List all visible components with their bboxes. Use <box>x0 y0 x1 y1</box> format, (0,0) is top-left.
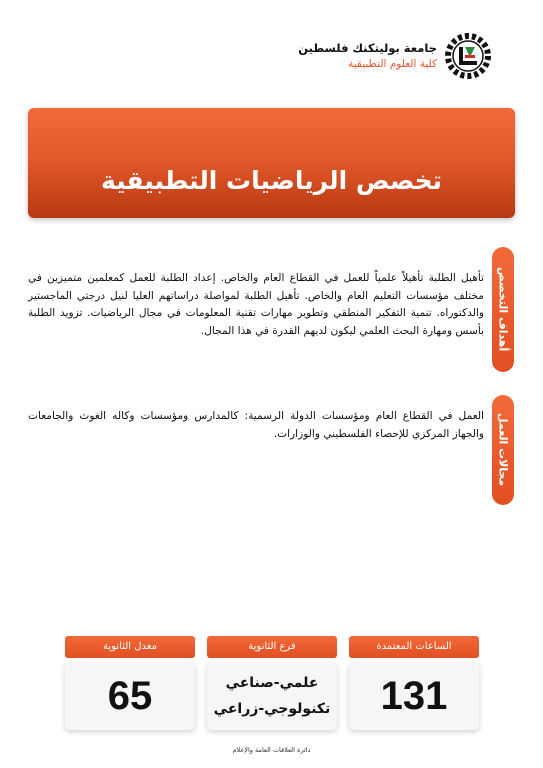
page-title: تخصص الرياضيات التطبيقية <box>101 166 442 195</box>
secondary-branch-label: فرع الثانوية <box>207 636 337 658</box>
goals-tab <box>492 247 514 372</box>
header <box>298 28 491 84</box>
credit-hours-value: 131 <box>380 673 448 718</box>
university-logo-icon <box>445 33 491 79</box>
secondary-branch-box <box>207 662 337 730</box>
credit-hours-box <box>349 662 479 730</box>
branch-line-2: تكنولوجي-زراعي <box>213 701 331 717</box>
credit-hours-label: الساعات المعتمدة <box>349 636 479 658</box>
title-banner <box>28 108 515 218</box>
secondary-average-card <box>65 636 195 730</box>
secondary-average-value: 65 <box>107 673 153 718</box>
footer-text: دائرة العلاقات العامة والإعلام <box>232 746 311 754</box>
university-name-block <box>298 40 437 72</box>
goals-text: تأهيل الطلبة تأهيلاً علمياً للعمل في القطاع العام والخاص. إعداد الطلبة للعمل كمعلمين متميزين في مختلف مؤسسات التعليم العام والخاص. تأهيل الطلبة لمواصلة دراساتهم العليا لنيل درجتي الماجستير والدكتوراه. تنمية التفكير المنطقي وتطوير مهارات تقنية المعلومات في مجال الرياضيات. تزويد الطلبة بأسس ومهارة البحث العلمي ليكون لديهم القدرة في هذا المجال. <box>28 272 484 337</box>
branch-line-1: علمي-صناعي <box>225 675 319 691</box>
work-fields-label: مجالات العمل <box>496 413 510 487</box>
college-name: كلية العلوم التطبيقية <box>348 58 437 70</box>
goals-label: أهداف التخصص <box>496 267 510 352</box>
secondary-average-box <box>65 662 195 730</box>
work-fields-text: العمل في القطاع العام ومؤسسات الدولة الرسمية: كالمدارس ومؤسسات وكاله الغوث والجامعات والجهاز المركزي للإحصاء الفلسطيني والوزارات. <box>28 410 484 440</box>
credit-hours-card <box>349 636 479 730</box>
work-fields-tab <box>492 395 514 505</box>
university-name: جامعة بوليتكنك فلسطين <box>298 41 437 55</box>
secondary-average-label: معدل الثانوية <box>65 636 195 658</box>
secondary-branch-card <box>207 636 337 730</box>
